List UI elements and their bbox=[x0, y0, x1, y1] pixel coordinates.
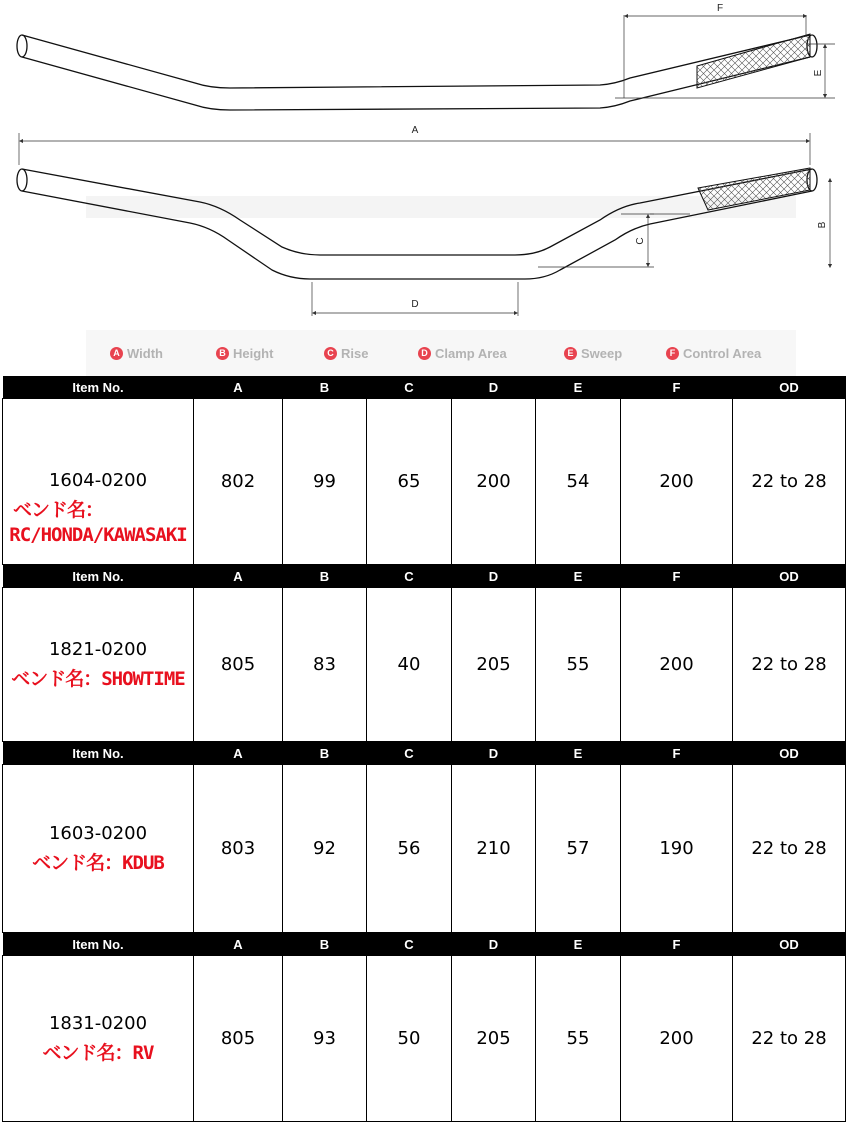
value-a: 802 bbox=[194, 399, 283, 565]
item-cell bbox=[3, 399, 194, 565]
header-b: B bbox=[283, 742, 367, 765]
value-f: 200 bbox=[621, 588, 733, 742]
legend-label-height: Height bbox=[233, 345, 274, 361]
header-f: F bbox=[621, 376, 733, 399]
value-c: 50 bbox=[367, 956, 452, 1122]
value-c: 56 bbox=[367, 765, 452, 933]
bend-name: ベンド名：KDUB bbox=[32, 851, 164, 874]
value-c: 65 bbox=[367, 399, 452, 565]
front-view-handlebar bbox=[17, 169, 817, 279]
bend-name-line2: RC/HONDA/KAWASAKI bbox=[9, 523, 187, 546]
header-od: OD bbox=[733, 376, 846, 399]
table-header-row bbox=[3, 933, 846, 956]
header-c: C bbox=[367, 742, 452, 765]
item-cell bbox=[3, 588, 194, 742]
header-d: D bbox=[452, 376, 536, 399]
value-e: 55 bbox=[536, 588, 621, 742]
legend-label-sweep: Sweep bbox=[581, 345, 623, 361]
value-a: 805 bbox=[194, 588, 283, 742]
dimension-label-b: B bbox=[817, 221, 828, 229]
item-number: 1603-0200 bbox=[48, 822, 148, 844]
header-f: F bbox=[621, 933, 733, 956]
header-d: D bbox=[452, 565, 536, 588]
header-item-no: Item No. bbox=[3, 933, 194, 956]
legend-label-width: Width bbox=[127, 345, 163, 361]
item-cell bbox=[3, 956, 194, 1122]
legend-item-sweep bbox=[564, 330, 622, 376]
header-e: E bbox=[536, 565, 621, 588]
spec-table bbox=[2, 376, 846, 1122]
header-a: A bbox=[194, 933, 283, 956]
table-row bbox=[3, 399, 846, 565]
legend-badge-c: C bbox=[324, 347, 337, 360]
legend-badge-a: A bbox=[110, 347, 123, 360]
header-c: C bbox=[367, 565, 452, 588]
value-a: 803 bbox=[194, 765, 283, 933]
item-number: 1821-0200 bbox=[48, 638, 148, 660]
value-od: 22 to 28 bbox=[733, 399, 846, 565]
legend-badge-e: E bbox=[564, 347, 577, 360]
header-e: E bbox=[536, 376, 621, 399]
dimension-label-f: F bbox=[716, 3, 724, 14]
value-e: 54 bbox=[536, 399, 621, 565]
header-item-no: Item No. bbox=[3, 742, 194, 765]
header-item-no: Item No. bbox=[3, 376, 194, 399]
table-row bbox=[3, 588, 846, 742]
value-c: 40 bbox=[367, 588, 452, 742]
table-row bbox=[3, 765, 846, 933]
dimension-label-e: E bbox=[813, 69, 824, 77]
value-d: 200 bbox=[452, 399, 536, 565]
table-header-row bbox=[3, 742, 846, 765]
value-b: 92 bbox=[283, 765, 367, 933]
header-a: A bbox=[194, 376, 283, 399]
value-f: 190 bbox=[621, 765, 733, 933]
header-b: B bbox=[283, 933, 367, 956]
table-row bbox=[3, 956, 846, 1122]
header-d: D bbox=[452, 742, 536, 765]
dimension-a-line bbox=[19, 133, 810, 165]
header-c: C bbox=[367, 933, 452, 956]
header-a: A bbox=[194, 742, 283, 765]
header-b: B bbox=[283, 565, 367, 588]
header-c: C bbox=[367, 376, 452, 399]
value-e: 57 bbox=[536, 765, 621, 933]
value-a: 805 bbox=[194, 956, 283, 1122]
legend-item-width bbox=[110, 330, 163, 376]
legend-item-rise bbox=[324, 330, 368, 376]
value-f: 200 bbox=[621, 956, 733, 1122]
dimension-label-a: A bbox=[411, 125, 419, 136]
value-b: 93 bbox=[283, 956, 367, 1122]
header-a: A bbox=[194, 565, 283, 588]
item-cell bbox=[3, 765, 194, 933]
legend-label-rise: Rise bbox=[341, 345, 369, 361]
value-d: 205 bbox=[452, 956, 536, 1122]
item-number: 1831-0200 bbox=[48, 1012, 148, 1034]
legend-label-control-area: Control Area bbox=[683, 345, 762, 361]
header-f: F bbox=[621, 565, 733, 588]
dimension-label-c: C bbox=[635, 237, 646, 245]
dimension-legend bbox=[86, 330, 796, 376]
spec-tables bbox=[2, 376, 845, 1122]
value-d: 205 bbox=[452, 588, 536, 742]
value-b: 83 bbox=[283, 588, 367, 742]
value-od: 22 to 28 bbox=[733, 765, 846, 933]
item-number: 1604-0200 bbox=[48, 469, 148, 491]
header-e: E bbox=[536, 742, 621, 765]
header-b: B bbox=[283, 376, 367, 399]
legend-item-height bbox=[216, 330, 273, 376]
legend-item-control-area bbox=[666, 330, 761, 376]
front-view-backdrop bbox=[86, 196, 796, 218]
header-f: F bbox=[621, 742, 733, 765]
bend-name: ベンド名：SHOWTIME bbox=[11, 667, 185, 690]
value-od: 22 to 28 bbox=[733, 588, 846, 742]
header-d: D bbox=[452, 933, 536, 956]
dimension-label-d: D bbox=[411, 299, 419, 310]
value-b: 99 bbox=[283, 399, 367, 565]
legend-badge-b: B bbox=[216, 347, 229, 360]
header-od: OD bbox=[733, 933, 846, 956]
table-header-row bbox=[3, 376, 846, 399]
header-od: OD bbox=[733, 742, 846, 765]
top-view-grip-knurl bbox=[697, 34, 810, 88]
header-e: E bbox=[536, 933, 621, 956]
value-f: 200 bbox=[621, 399, 733, 565]
header-item-no: Item No. bbox=[3, 565, 194, 588]
legend-badge-d: D bbox=[418, 347, 431, 360]
value-e: 55 bbox=[536, 956, 621, 1122]
legend-label-clamp-area: Clamp Area bbox=[435, 345, 507, 361]
bend-name: ベンド名： bbox=[13, 498, 104, 521]
value-od: 22 to 28 bbox=[733, 956, 846, 1122]
bend-name: ベンド名：RV bbox=[42, 1041, 154, 1064]
handlebar-dimension-diagram bbox=[0, 0, 846, 330]
header-od: OD bbox=[733, 565, 846, 588]
value-d: 210 bbox=[452, 765, 536, 933]
legend-item-clamp-area bbox=[418, 330, 507, 376]
table-header-row bbox=[3, 565, 846, 588]
legend-badge-f: F bbox=[666, 347, 679, 360]
